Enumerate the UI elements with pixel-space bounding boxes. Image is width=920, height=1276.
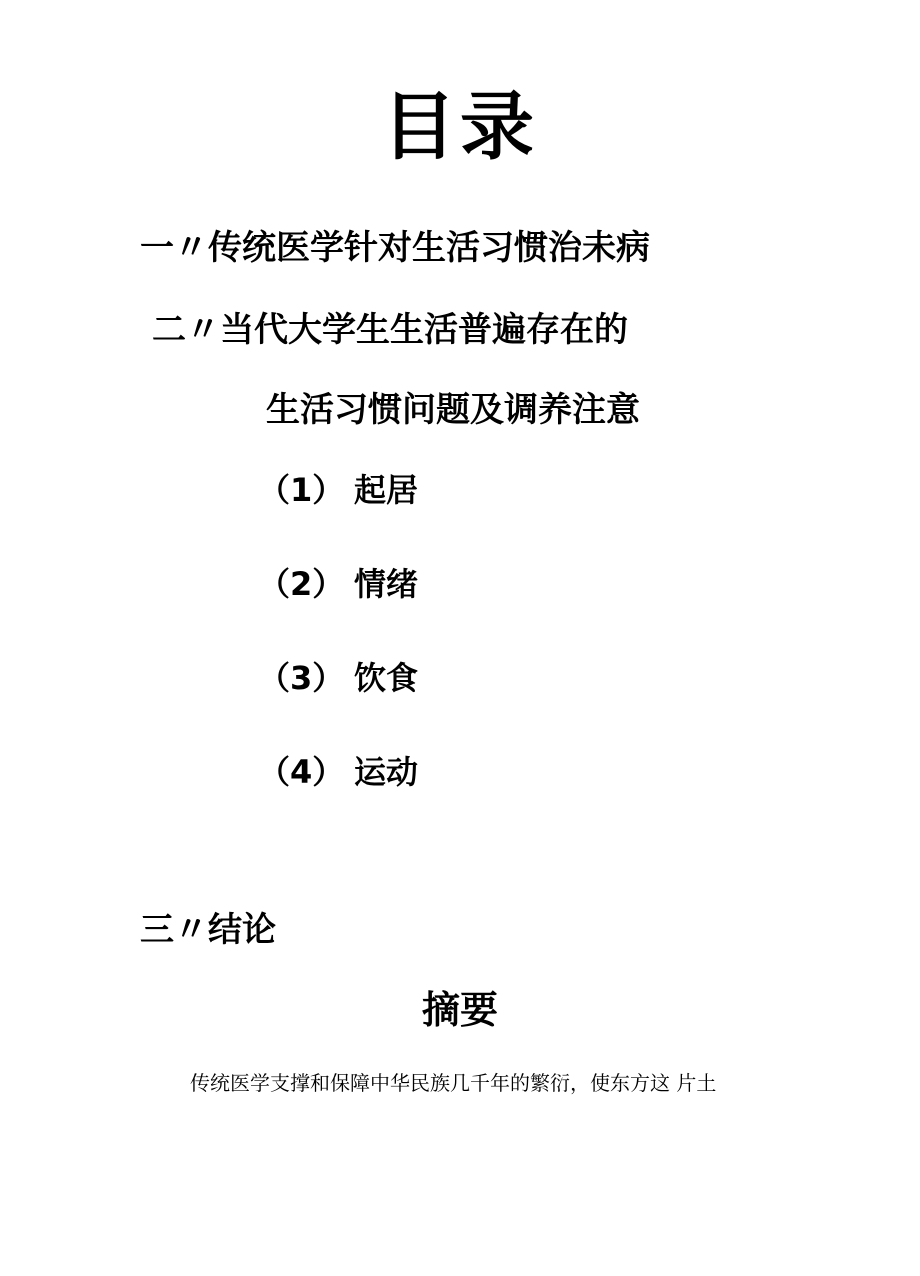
toc-item-1: 一〃传统医学针对生活习惯治未病 <box>140 228 650 268</box>
toc-item-2-continued: 生活习惯问题及调养注意 <box>266 390 640 430</box>
toc-subitem-1 <box>258 468 418 512</box>
toc-title: 目录 <box>382 84 538 170</box>
toc-subitem-number: （1） <box>258 471 345 509</box>
toc-subitem-label: 运动 <box>354 753 419 791</box>
toc-item-3: 三〃结论 <box>140 910 276 950</box>
abstract-text: 传统医学支撑和保障中华民族几千年的繁衍，使东方这 片土 <box>190 1071 717 1095</box>
toc-subitem-number: （4） <box>258 753 345 791</box>
toc-item-2: 二〃当代大学生生活普遍存在的 <box>152 310 628 350</box>
toc-subitem-2 <box>258 562 418 606</box>
toc-subitem-label: 起居 <box>354 471 419 509</box>
toc-subitem-number: （2） <box>258 565 345 603</box>
toc-subitem-4 <box>258 750 418 794</box>
toc-subitem-3 <box>258 656 418 700</box>
toc-subitem-label: 饮食 <box>354 659 419 697</box>
toc-subitem-number: （3） <box>258 659 345 697</box>
toc-subitem-label: 情绪 <box>354 565 419 603</box>
abstract-title: 摘要 <box>421 988 498 1032</box>
